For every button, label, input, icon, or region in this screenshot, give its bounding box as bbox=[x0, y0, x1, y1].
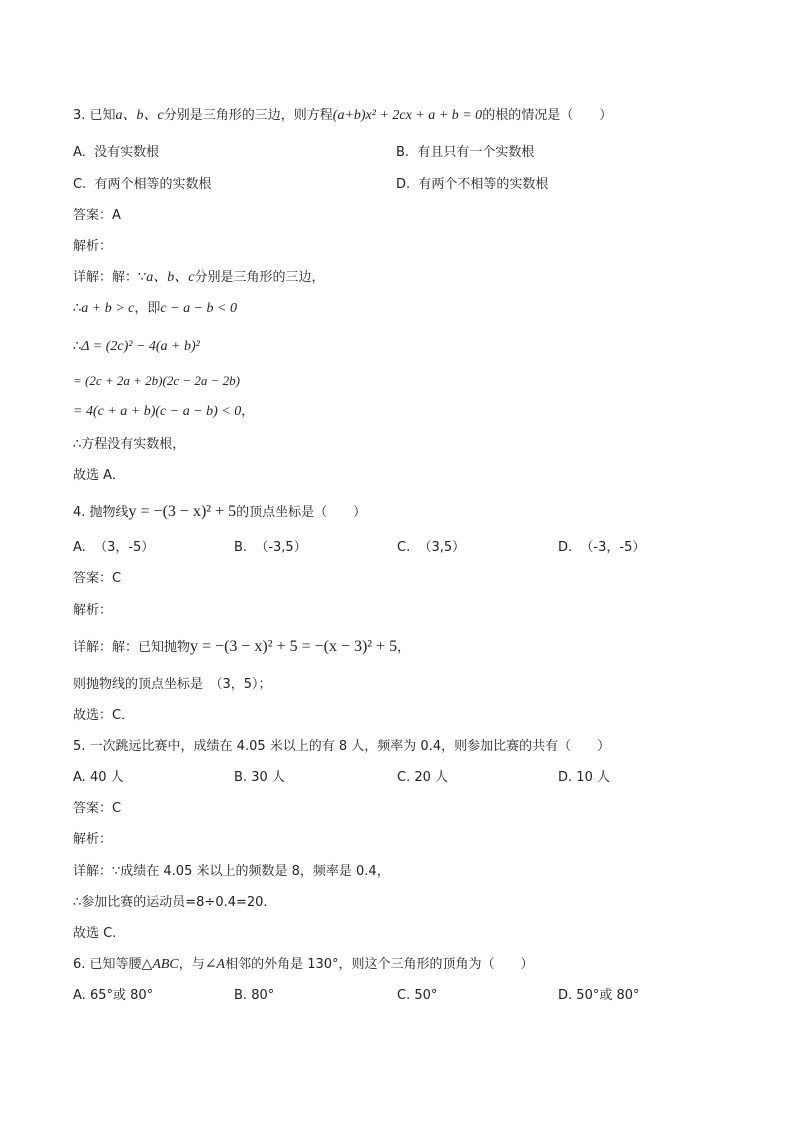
q6-option-d: D. 50°或 80° bbox=[558, 988, 640, 1003]
q3-stem-suffix: 的根的情况是（ ） bbox=[482, 108, 613, 123]
q5-option-a: A. 40 人 bbox=[73, 770, 124, 785]
q6-option-c: C. 50° bbox=[397, 988, 438, 1003]
q3-stem-mid: 分别是三角形的三边，则方程 bbox=[163, 108, 333, 123]
q3-option-a: A. 没有实数根 bbox=[73, 145, 160, 160]
q4-analysis-label: 解析： bbox=[73, 603, 113, 618]
q4-answer: 答案：C bbox=[73, 571, 122, 586]
q5-analysis-label: 解析： bbox=[73, 832, 113, 847]
q3-conclusion: ∴方程没有实数根， bbox=[73, 437, 186, 452]
q5-option-b: B. 30 人 bbox=[234, 770, 285, 785]
q3-step-3: = (2c + 2a + 2b)(2c − 2a − 2b) bbox=[73, 373, 240, 388]
q4-equation: y = −(3 − x)² + 5 bbox=[128, 503, 237, 520]
q4-option-a: A. （3，-5） bbox=[73, 540, 155, 555]
q3-step-1: ∴a + b > c，即c − a − b < 0 bbox=[73, 301, 237, 316]
q6-angle: ∠A bbox=[204, 957, 226, 972]
q3-option-b: B. 有且只有一个实数根 bbox=[396, 145, 535, 160]
q5-detail-2: ∴参加比赛的运动员=8÷0.4=20. bbox=[73, 895, 268, 910]
q4-vertex: 则抛物线的顶点坐标是 （3，5）； bbox=[73, 677, 272, 692]
q5-stem: 5. 一次跳远比赛中，成绩在 4.05 米以上的有 8 人，频率为 0.4，则参加比赛的共有（ ） bbox=[73, 739, 611, 754]
q3-detail: 详解：解：∵a、b、c分别是三角形的三边， bbox=[73, 270, 325, 285]
q4-detail: 详解：解：已知抛物y = −(3 − x)² + 5 = −(x − 3)² + 5， bbox=[73, 638, 411, 655]
q4-option-d: D. （-3，-5） bbox=[558, 540, 646, 555]
q3-option-d: D. 有两个不相等的实数根 bbox=[396, 177, 549, 192]
q4-option-c: C. （3,5） bbox=[397, 540, 466, 555]
q5-option-d: D. 10 人 bbox=[558, 770, 610, 785]
q3-step-2: ∴Δ = (2c)² − 4(a + b)² bbox=[73, 339, 200, 354]
q3-answer: 答案：A bbox=[73, 208, 121, 223]
q5-option-c: C. 20 人 bbox=[397, 770, 449, 785]
q3-option-c: C. 有两个相等的实数根 bbox=[73, 177, 212, 192]
q6-stem: 6. 已知等腰△ABC，与∠A相邻的外角是 130°，则这个三角形的顶角为（ ） bbox=[73, 957, 534, 972]
q4-stem: 4. 抛物线y = −(3 − x)² + 5的顶点坐标是（ ） bbox=[73, 503, 367, 520]
q6-option-a: A. 65°或 80° bbox=[73, 988, 154, 1003]
q3-choose: 故选 A． bbox=[73, 468, 126, 483]
q3-step-4: = 4(c + a + b)(c − a − b) < 0， bbox=[73, 404, 255, 419]
q3-stem bbox=[73, 106, 612, 126]
q5-choose: 故选 C. bbox=[73, 926, 117, 941]
q5-answer: 答案：C bbox=[73, 801, 122, 816]
q3-stem-vars: a、b、c bbox=[115, 108, 164, 123]
q3-analysis-label: 解析： bbox=[73, 239, 113, 254]
q5-detail-1: 详解：∵成绩在 4.05 米以上的频数是 8，频率是 0.4， bbox=[73, 864, 390, 879]
q3-stem-prefix: 3. 已知 bbox=[73, 108, 116, 123]
q3-equation: (a+b)x² + 2cx + a + b = 0 bbox=[332, 108, 483, 123]
q4-option-b: B. （-3,5） bbox=[234, 540, 307, 555]
q6-triangle: △ABC bbox=[141, 957, 179, 972]
q6-option-b: B. 80° bbox=[234, 988, 275, 1003]
q4-choose: 故选：C． bbox=[73, 708, 135, 723]
